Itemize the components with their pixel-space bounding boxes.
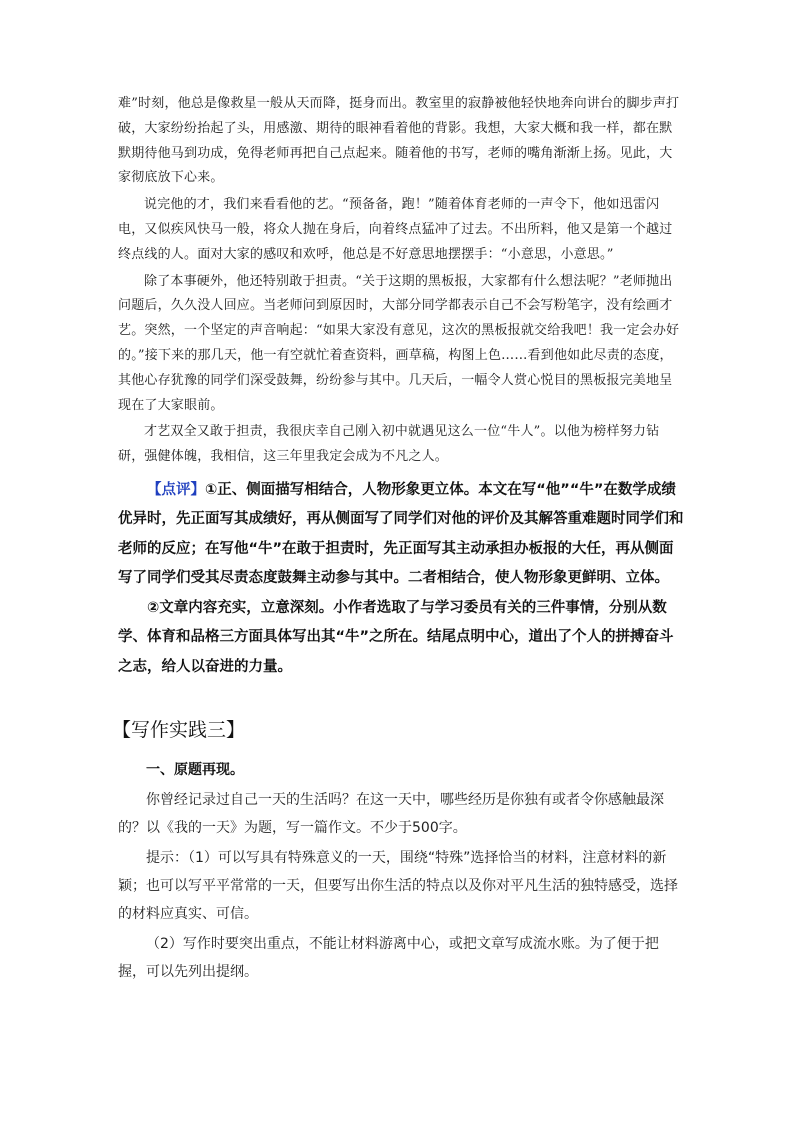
essay-paragraph-3: 除了本事硬外，他还特别敢于担责。“关于这期的黑板报，大家都有什么想法呢？”老师抛出问题后，久久没人回应。当老师问到原因时，大部分同学都表示自己不会写粉笔字，没有绘画才艺。突然，一个坚定的声音响起：“如果大家没有意见，这次的黑板报就交给我吧！我一定会办好的。”接下来的那几天，他一有空就忙着查资料，画草稿，构图上色……看到他如此尽责的态度，其他心存犹豫的同学们深受鼓舞，纷纷参与其中。几天后，一幅令人赏心悦目的黑板报完美地呈现在了大家眼前。: [118, 273, 680, 413]
hint-paragraph-1: 提示：（1）可以写具有特殊意义的一天，围绕“特殊”选择恰当的材料，注意材料的新颖；也可以写平平常常的一天，但要写出你生活的特点以及你对平凡生活的独特感受，选择的材料应真实、可信。: [118, 850, 678, 923]
comment-paragraph-2: ②文章内容充实，立意深刻。小作者选取了与学习委员有关的三件事情，分别从数学、体育和品格三方面具体写出其“牛”之所在。结尾点明中心，道出了个人的拼搏奋斗之志，给人以奋进的力量。: [118, 599, 674, 675]
section-subheading: 一、原题再现。: [146, 762, 244, 779]
section-heading: 【写作实践三】: [112, 719, 246, 742]
essay-paragraph-4: 才艺双全又敢于担责，我很庆幸自己刚入初中就遇见这么一位“牛人”。以他为榜样努力钻研，强健体魄，我相信，这三年里我定会成为不凡之人。: [118, 424, 660, 465]
essay-paragraph-1: 难”时刻，他总是像救星一般从天而降，挺身而出。教室里的寂静被他轻快地奔向讲台的脚步声打破，大家纷纷抬起了头，用感激、期待的眼神看着他的背影。我想，大家大概和我一样，都在默默期待他马到功成，免得老师再把自己点起来。随着他的书写，老师的嘴角渐渐上扬。见此，大家彻底放下心来。: [118, 96, 680, 186]
task-paragraph: 你曾经记录过自己一天的生活吗？在这一天中，哪些经历是你独有或者令你感触最深的？以《我的一天》为题，写一篇作文。不少于500字。: [118, 792, 664, 837]
comment-text-1: ①正、侧面描写相结合，人物形象更立体。本文在写“他”“牛”在数学成绩优异时，先正面写其成绩好，再从侧面写了同学们对他的评价及其解答重难题时同学们和老师的反应；在写他“牛”在敢于担责时，先正面写其主动承担办板报的大任，再从侧面写了同学们受其尽责态度鼓舞主动参与其中。二者相结合，使人物形象更鲜明、立体。: [118, 481, 684, 587]
page-content: [112, 92, 684, 986]
hint-paragraph-2: （2）写作时要突出重点，不能让材料游离中心，或把文章写成流水账。为了便于把握，可以先列出提纲。: [118, 936, 659, 981]
comment-tag: 【点评】: [147, 481, 205, 498]
comment-paragraph-1: [118, 476, 684, 594]
essay-paragraph-2: 说完他的才，我们来看看他的艺。“预备备，跑！”随着体育老师的一声令下，他如迅雷闪电，又似疾风快马一般，将众人抛在身后，向着终点猛冲了过去。不出所料，他又是第一个越过终点线的人。面对大家的感叹和欢呼，他总是不好意思地摆摆手：“小意思，小意思。”: [118, 197, 673, 262]
